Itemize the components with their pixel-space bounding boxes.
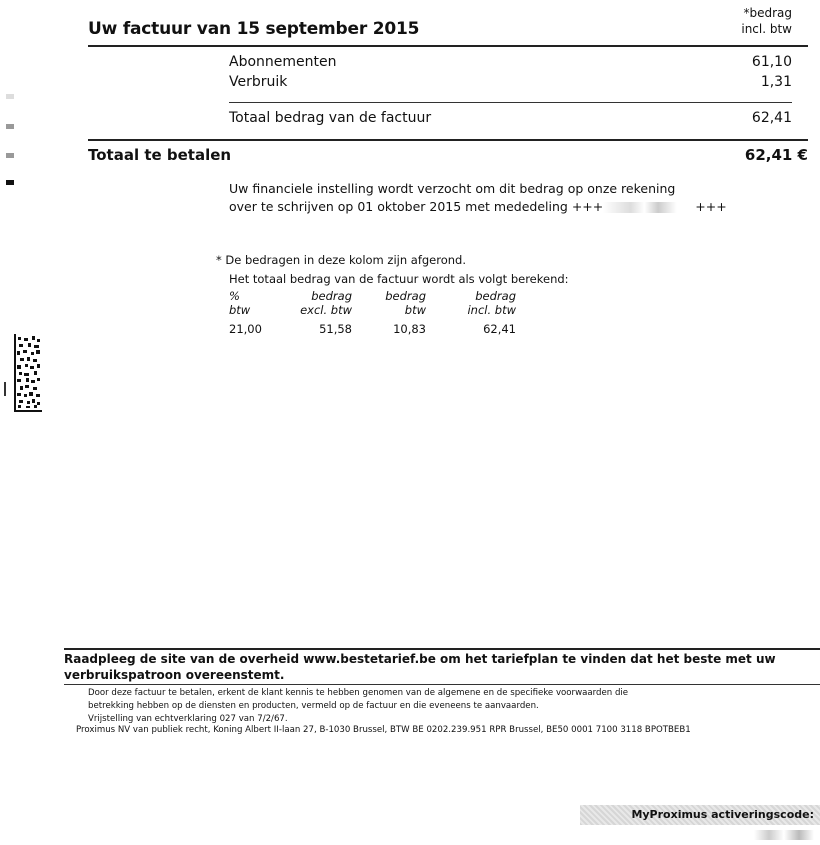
payment-instruction-line1: Uw financiele instelling wordt verzocht om dit bedrag op onze rekening <box>229 181 676 196</box>
tariff-notice: Raadpleeg de site van de overheid www.bestetarief.be om het tariefplan te vinden dat het beste met uw verbruikspatroon overeenstemt. <box>64 652 776 682</box>
vat-table-cell-vat: 10,83 <box>393 322 426 336</box>
rounding-footnote: * De bedragen in deze kolom zijn afgerond. <box>216 253 467 267</box>
notice-top-rule <box>64 648 820 650</box>
line-item-label-subscriptions: Abonnementen <box>229 54 337 70</box>
vat-table-cell-incl: 62,41 <box>483 322 516 336</box>
vat-table-cell-excl: 51,58 <box>319 322 352 336</box>
amount-due-value: 62,41 € <box>744 146 808 164</box>
line-item-label-usage: Verbruik <box>229 74 288 90</box>
legal-line-2: betrekking hebben op de diensten en producten, vermeld op de factuur en die eveneens te aanvaarden. <box>88 701 539 711</box>
company-info: Proximus NV van publiek recht, Koning Albert II-laan 27, B-1030 Brussel, BTW BE 0202.239.951 RPR Brussel, BE50 0001 7100 3118 BPOTBEB1 <box>76 725 691 735</box>
legal-line-3: Vrijstelling van echtverklaring 027 van 7/2/67. <box>88 714 288 724</box>
line-item-value-usage: 1,31 <box>760 74 792 90</box>
vat-table-header-excl: bedrag excl. btw <box>300 289 352 317</box>
calculation-intro: Het totaal bedrag van de factuur wordt als volgt berekend: <box>229 272 569 286</box>
margin-marker <box>6 124 14 129</box>
notice-bottom-rule <box>64 684 820 685</box>
invoice-title: Uw factuur van 15 september 2015 <box>88 19 420 39</box>
activation-code-strip <box>580 805 820 825</box>
subtotal-rule <box>229 102 792 103</box>
payment-instruction-line2 <box>229 199 727 214</box>
total-rule <box>88 139 808 141</box>
margin-marker <box>6 180 14 185</box>
column-note-amount: *bedrag <box>743 6 792 20</box>
margin-marker <box>6 153 14 158</box>
legal-line-1: Door deze factuur te betalen, erkent de klant kennis te hebben genomen van de algemene en de specifieke voorwaarden die <box>88 688 629 698</box>
structured-reference: +++ +++ <box>571 199 727 214</box>
margin-marker <box>6 94 14 99</box>
amount-due-label: Totaal te betalen <box>88 146 232 164</box>
redacted-reference <box>603 202 695 213</box>
margin-marker <box>4 382 6 396</box>
header-rule <box>88 45 808 47</box>
vat-table-header-incl: bedrag incl. btw <box>467 289 516 317</box>
invoice-total-value: 62,41 <box>751 110 792 126</box>
redacted-activation-code <box>754 830 814 840</box>
vat-table-cell-percent: 21,00 <box>229 322 262 336</box>
line-item-value-subscriptions: 61,10 <box>751 54 792 70</box>
datamatrix-barcode-icon <box>14 334 42 412</box>
vat-table-header-vat: bedrag btw <box>385 289 426 317</box>
activation-code-label: MyProximus activeringscode: <box>631 808 814 821</box>
invoice-total-label: Totaal bedrag van de factuur <box>229 110 432 126</box>
column-note-incl-vat: incl. btw <box>741 22 792 36</box>
vat-table-header-percent: % btw <box>229 289 251 317</box>
payment-instruction-text: over te schrijven op 01 oktober 2015 met mededeling <box>229 199 568 214</box>
